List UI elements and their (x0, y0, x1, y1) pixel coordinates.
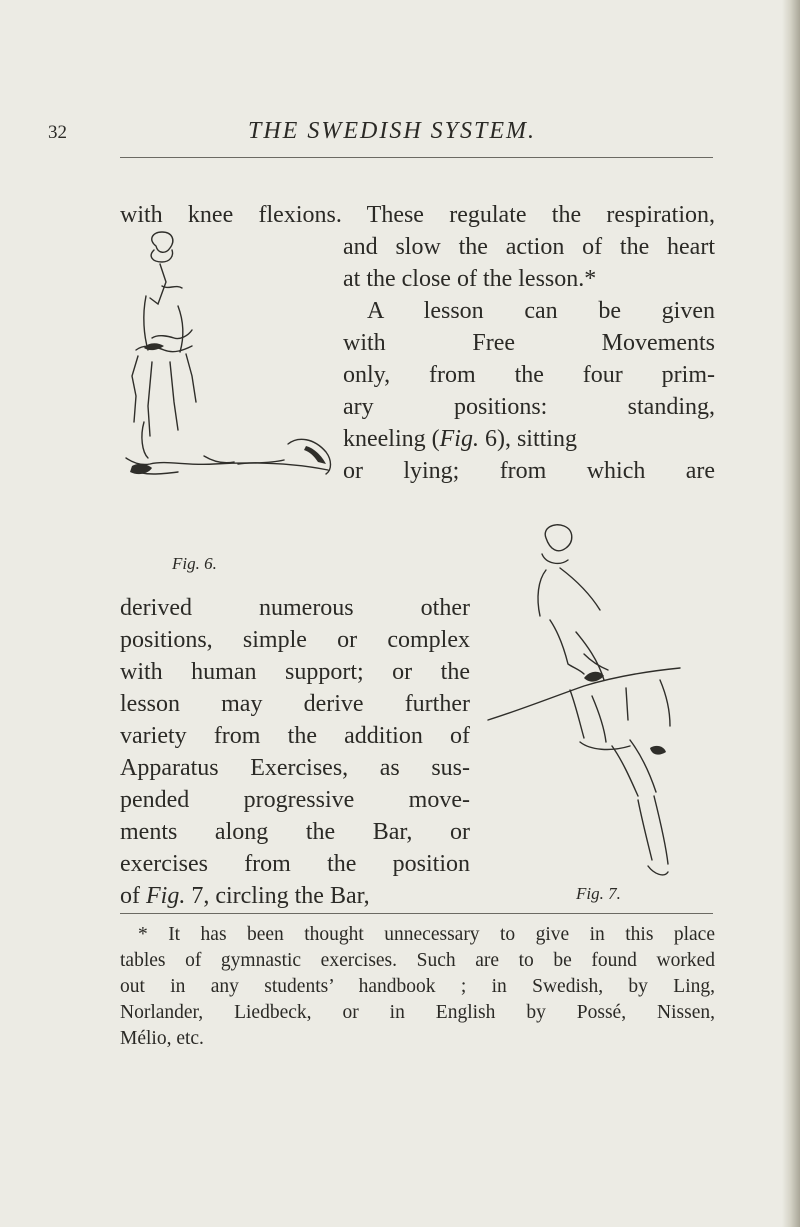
body-line-4: A lesson can be given (367, 298, 715, 324)
body-line-10: derived numerous other (120, 595, 470, 621)
body-line-14: variety from the addition of (120, 723, 470, 749)
footnote-line-3: out in any students’ handbook ; in Swedish, by Ling, (120, 976, 715, 997)
body-line-11: positions, simple or complex (120, 627, 470, 653)
running-head: THE SWEDISH SYSTEM. (248, 118, 536, 144)
body-line-3: at the close of the lesson.* (343, 266, 597, 292)
footnote-line-1: * It has been thought unnecessary to give in this place (138, 924, 715, 945)
body-line-19: of Fig. 7, circling the Bar, (120, 883, 370, 909)
body-line-16: pended progressive move- (120, 787, 470, 813)
figure-6-caption: Fig. 6. (172, 554, 217, 573)
body-line-18: exercises from the position (120, 851, 470, 877)
page-number: 32 (48, 122, 67, 143)
figure-7-caption: Fig. 7. (576, 884, 621, 903)
fig6-head (152, 232, 173, 252)
body-line-7: ary positions: standing, (343, 394, 715, 420)
body-line-9: or lying; from which are (343, 458, 715, 484)
figure-6-kneeling-illustration (118, 226, 343, 546)
body-line-17: ments along the Bar, or (120, 819, 470, 845)
footnote-rule (120, 913, 713, 914)
fig7-head (545, 525, 572, 551)
fig7-reference: Fig. (146, 883, 186, 909)
body-line-13: lesson may derive further (120, 691, 470, 717)
footnote-line-4: Norlander, Liedbeck, or in English by Possé, Nissen, (120, 1002, 715, 1023)
footnote-line-2: tables of gymnastic exercises. Such are to be found worked (120, 950, 715, 971)
body-line-8: kneeling (Fig. 6), sitting (343, 426, 577, 452)
fig6-reference: Fig. (439, 426, 479, 452)
body-line-6: only, from the four prim- (343, 362, 715, 388)
body-line-15: Apparatus Exercises, as sus- (120, 755, 470, 781)
page-edge-shadow (782, 0, 800, 1227)
body-line-2: and slow the action of the heart (343, 234, 715, 260)
body-line-12: with human support; or the (120, 659, 470, 685)
header-rule (120, 157, 713, 158)
figure-7-bar-illustration (480, 520, 720, 910)
body-line-1: with knee flexions. These regulate the respiration, (120, 202, 715, 228)
footnote-line-5: Mélio, etc. (120, 1028, 204, 1049)
body-line-5: with Free Movements (343, 330, 715, 356)
